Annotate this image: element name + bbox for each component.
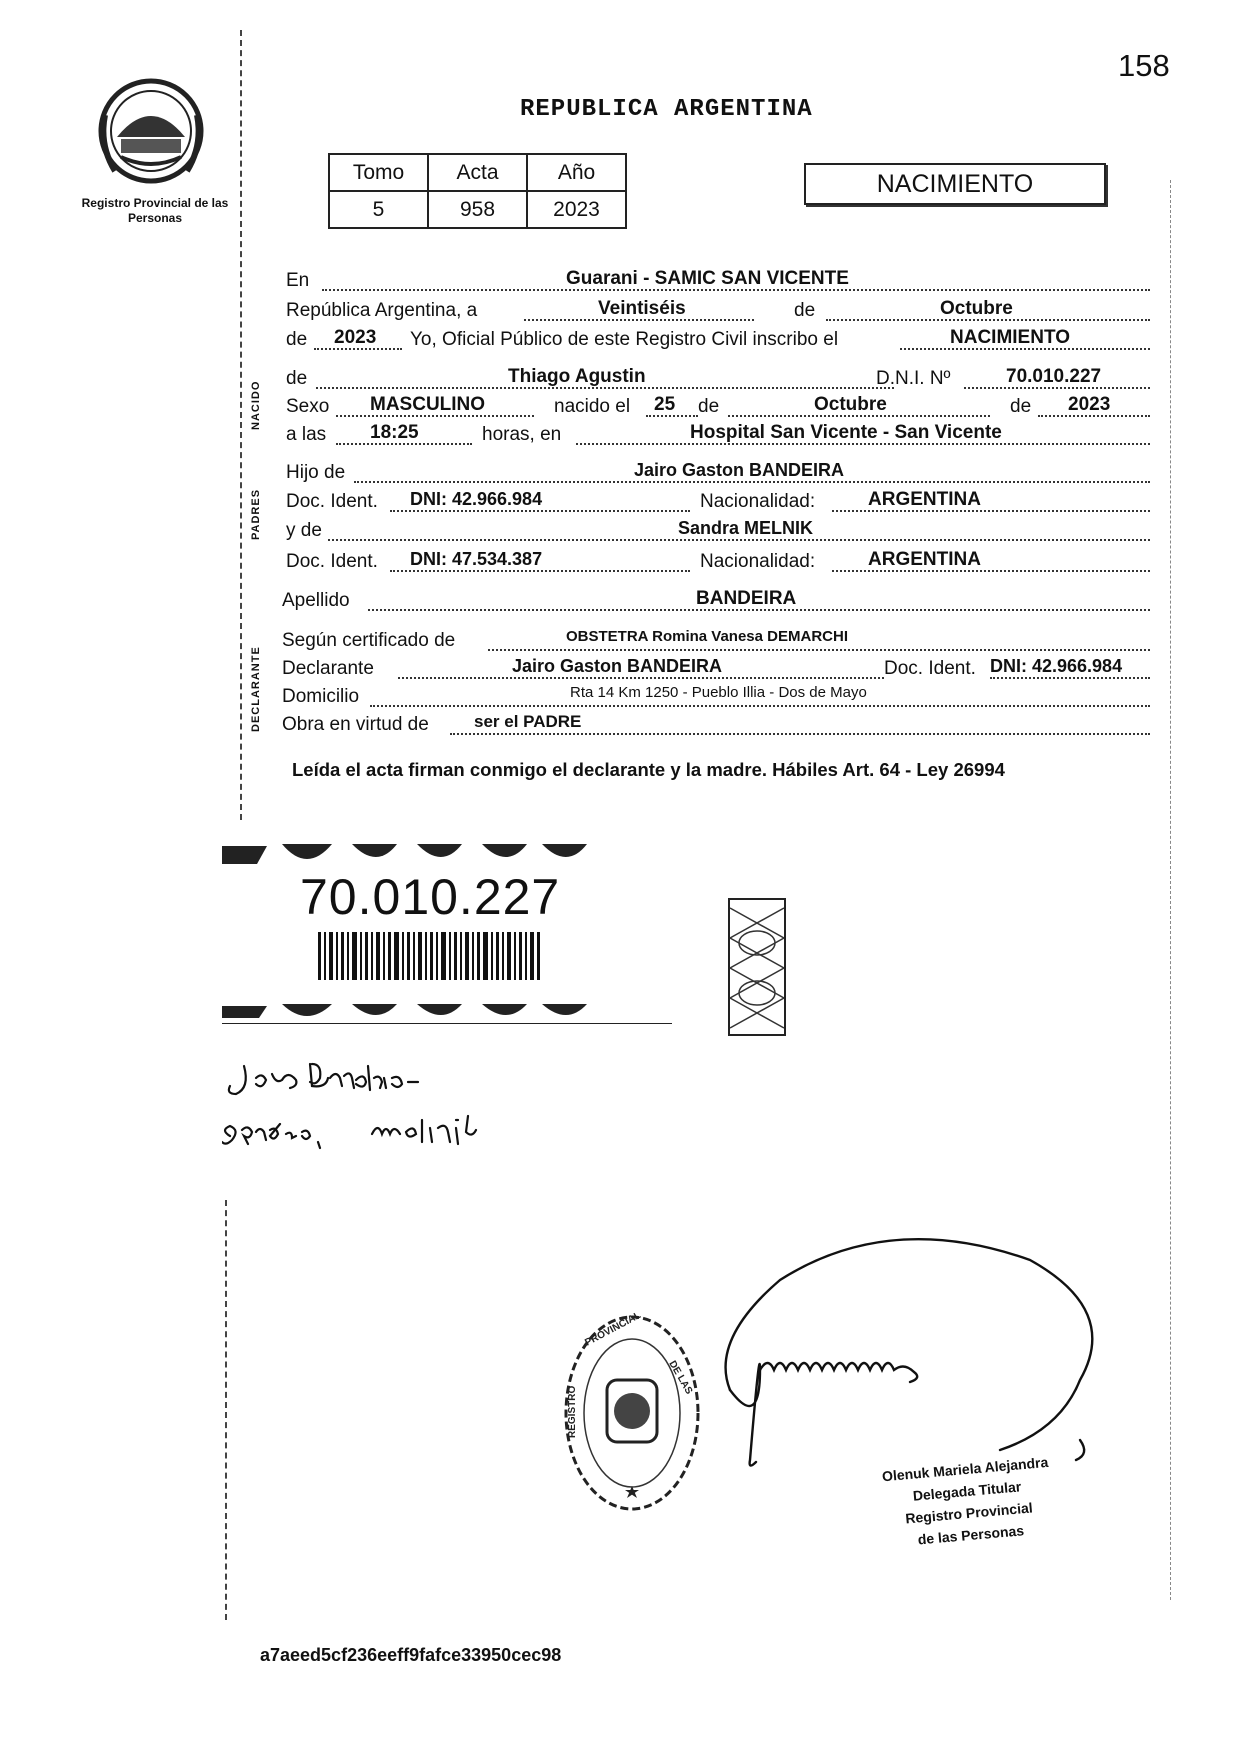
province-emblem-icon	[95, 75, 207, 187]
row-madre-doc	[286, 549, 1150, 575]
side-label-declarante: DECLARANTE	[250, 646, 262, 732]
value-domicilio: Rta 14 Km 1250 - Pueblo Illia - Dos de Mayo	[570, 684, 867, 701]
value-madre-nac: ARGENTINA	[868, 549, 981, 570]
side-label-padres: PADRES	[250, 488, 262, 540]
row-tipo	[286, 327, 1150, 353]
label-horas-en: horas, en	[482, 424, 562, 445]
label-apellido: Apellido	[282, 590, 350, 611]
left-margin-line-lower	[225, 1200, 227, 1620]
svg-text:REGISTRO: REGISTRO	[567, 1385, 578, 1438]
label-declarante: Declarante	[282, 658, 374, 679]
label-sexo: Sexo	[286, 396, 330, 417]
value-nombre: Thiago Agustin	[508, 366, 646, 387]
label-de-year: de	[286, 329, 308, 350]
registry-name: Registro Provincial de las Personas	[81, 196, 229, 225]
label-doc-ident-3: Doc. Ident.	[884, 658, 976, 679]
value-obra: ser el PADRE	[474, 712, 582, 731]
label-republica: República Argentina, a	[286, 300, 478, 321]
label-de-year2: de	[1010, 396, 1032, 417]
document-hash: a7aeed5cf236eeff9fafce33950cec98	[260, 1645, 562, 1665]
row-apellido	[282, 588, 1150, 614]
security-hologram-icon	[728, 898, 786, 1036]
handwritten-signatures-icon	[222, 1058, 582, 1168]
value-lugar-nac: Hospital San Vicente - San Vicente	[690, 422, 1002, 443]
value-apellido: BANDEIRA	[696, 588, 797, 609]
row-fecha	[286, 298, 1150, 324]
official-office-1: Registro Provincial	[904, 1499, 1034, 1527]
country-title: REPUBLICA ARGENTINA	[520, 96, 813, 123]
value-padre: Jairo Gaston BANDEIRA	[634, 460, 845, 480]
row-nombre	[286, 366, 1150, 392]
value-mes-nac: Octubre	[814, 394, 887, 415]
row-padre-doc	[286, 489, 1150, 515]
svg-text:PROVINCIAL: PROVINCIAL	[583, 1309, 643, 1349]
acta-value: 958	[428, 191, 527, 228]
row-lugar	[286, 268, 1150, 294]
value-padre-nac: ARGENTINA	[868, 489, 981, 510]
value-declarante-dni: DNI: 42.966.984	[990, 656, 1123, 676]
value-padre-dni: DNI: 42.966.984	[410, 489, 543, 509]
value-madre: Sandra MELNIK	[678, 518, 814, 538]
label-de-month: de	[698, 396, 720, 417]
label-de: de	[794, 300, 816, 321]
row-madre	[286, 518, 1150, 544]
side-label-nacido: NACIDO	[250, 380, 262, 430]
label-segun: Según certificado de	[282, 630, 456, 651]
official-name: Olenuk Mariela Alejandra	[881, 1453, 1049, 1485]
left-margin-line	[240, 30, 242, 820]
value-anio: 2023	[334, 327, 377, 348]
label-doc-ident-2: Doc. Ident.	[286, 551, 378, 572]
value-anio-nac: 2023	[1068, 394, 1111, 415]
label-de-name: de	[286, 368, 308, 389]
label-obra: Obra en virtud de	[282, 714, 429, 735]
barcode-sticker-border-icon	[222, 836, 672, 1024]
right-margin-line	[1170, 180, 1171, 1600]
record-type-box: NACIMIENTO	[804, 163, 1106, 205]
value-madre-dni: DNI: 47.534.387	[410, 549, 543, 569]
value-tipo: NACIMIENTO	[950, 327, 1070, 348]
anio-value: 2023	[527, 191, 626, 228]
label-nacido-el: nacido el	[554, 396, 631, 417]
value-lugar: Guarani - SAMIC SAN VICENTE	[566, 268, 849, 289]
official-seal-icon	[557, 1308, 707, 1518]
label-a-las: a las	[286, 424, 327, 445]
row-padre	[286, 460, 1150, 486]
label-nacionalidad-1: Nacionalidad:	[700, 491, 816, 512]
label-nacionalidad-2: Nacionalidad:	[700, 551, 816, 572]
acta-label: Acta	[428, 154, 527, 191]
row-sexo	[286, 394, 1150, 420]
row-obra	[282, 712, 1150, 738]
value-sexo: MASCULINO	[370, 394, 486, 415]
label-dni: D.N.I. Nº	[876, 368, 951, 389]
value-mes: Octubre	[940, 298, 1013, 319]
official-signature-icon	[700, 1220, 1120, 1480]
row-domicilio	[282, 684, 1150, 710]
record-index-table	[328, 153, 627, 229]
barcode-number: 70.010.227	[300, 869, 561, 925]
label-en: En	[286, 270, 310, 291]
barcode-icon	[318, 932, 540, 980]
label-domicilio: Domicilio	[282, 686, 360, 707]
value-declarante: Jairo Gaston BANDEIRA	[512, 656, 723, 676]
legal-text: Leída el acta firman conmigo el declarante y la madre. Hábiles Art. 64 - Ley 26994	[292, 759, 1005, 780]
official-office-2: de las Personas	[917, 1522, 1025, 1548]
page-number: 158	[1118, 48, 1170, 83]
value-dia-letras: Veintiséis	[598, 298, 686, 319]
label-yo-oficial: Yo, Oficial Público de este Registro Civil inscribo el	[410, 329, 839, 350]
value-dni: 70.010.227	[1006, 366, 1102, 387]
value-dia-nac: 25	[654, 394, 676, 415]
anio-label: Año	[527, 154, 626, 191]
row-certificado	[282, 628, 1150, 654]
tomo-value: 5	[329, 191, 428, 228]
value-hora: 18:25	[370, 422, 419, 443]
label-hijo-de: Hijo de	[286, 462, 346, 483]
label-y-de: y de	[286, 520, 322, 541]
value-certificado: OBSTETRA Romina Vanesa DEMARCHI	[566, 628, 848, 645]
row-hora	[286, 422, 1150, 448]
official-role: Delegada Titular	[912, 1478, 1022, 1504]
label-doc-ident-1: Doc. Ident.	[286, 491, 378, 512]
tomo-label: Tomo	[329, 154, 428, 191]
row-declarante	[282, 656, 1150, 682]
svg-text:DE LAS: DE LAS	[666, 1359, 695, 1397]
